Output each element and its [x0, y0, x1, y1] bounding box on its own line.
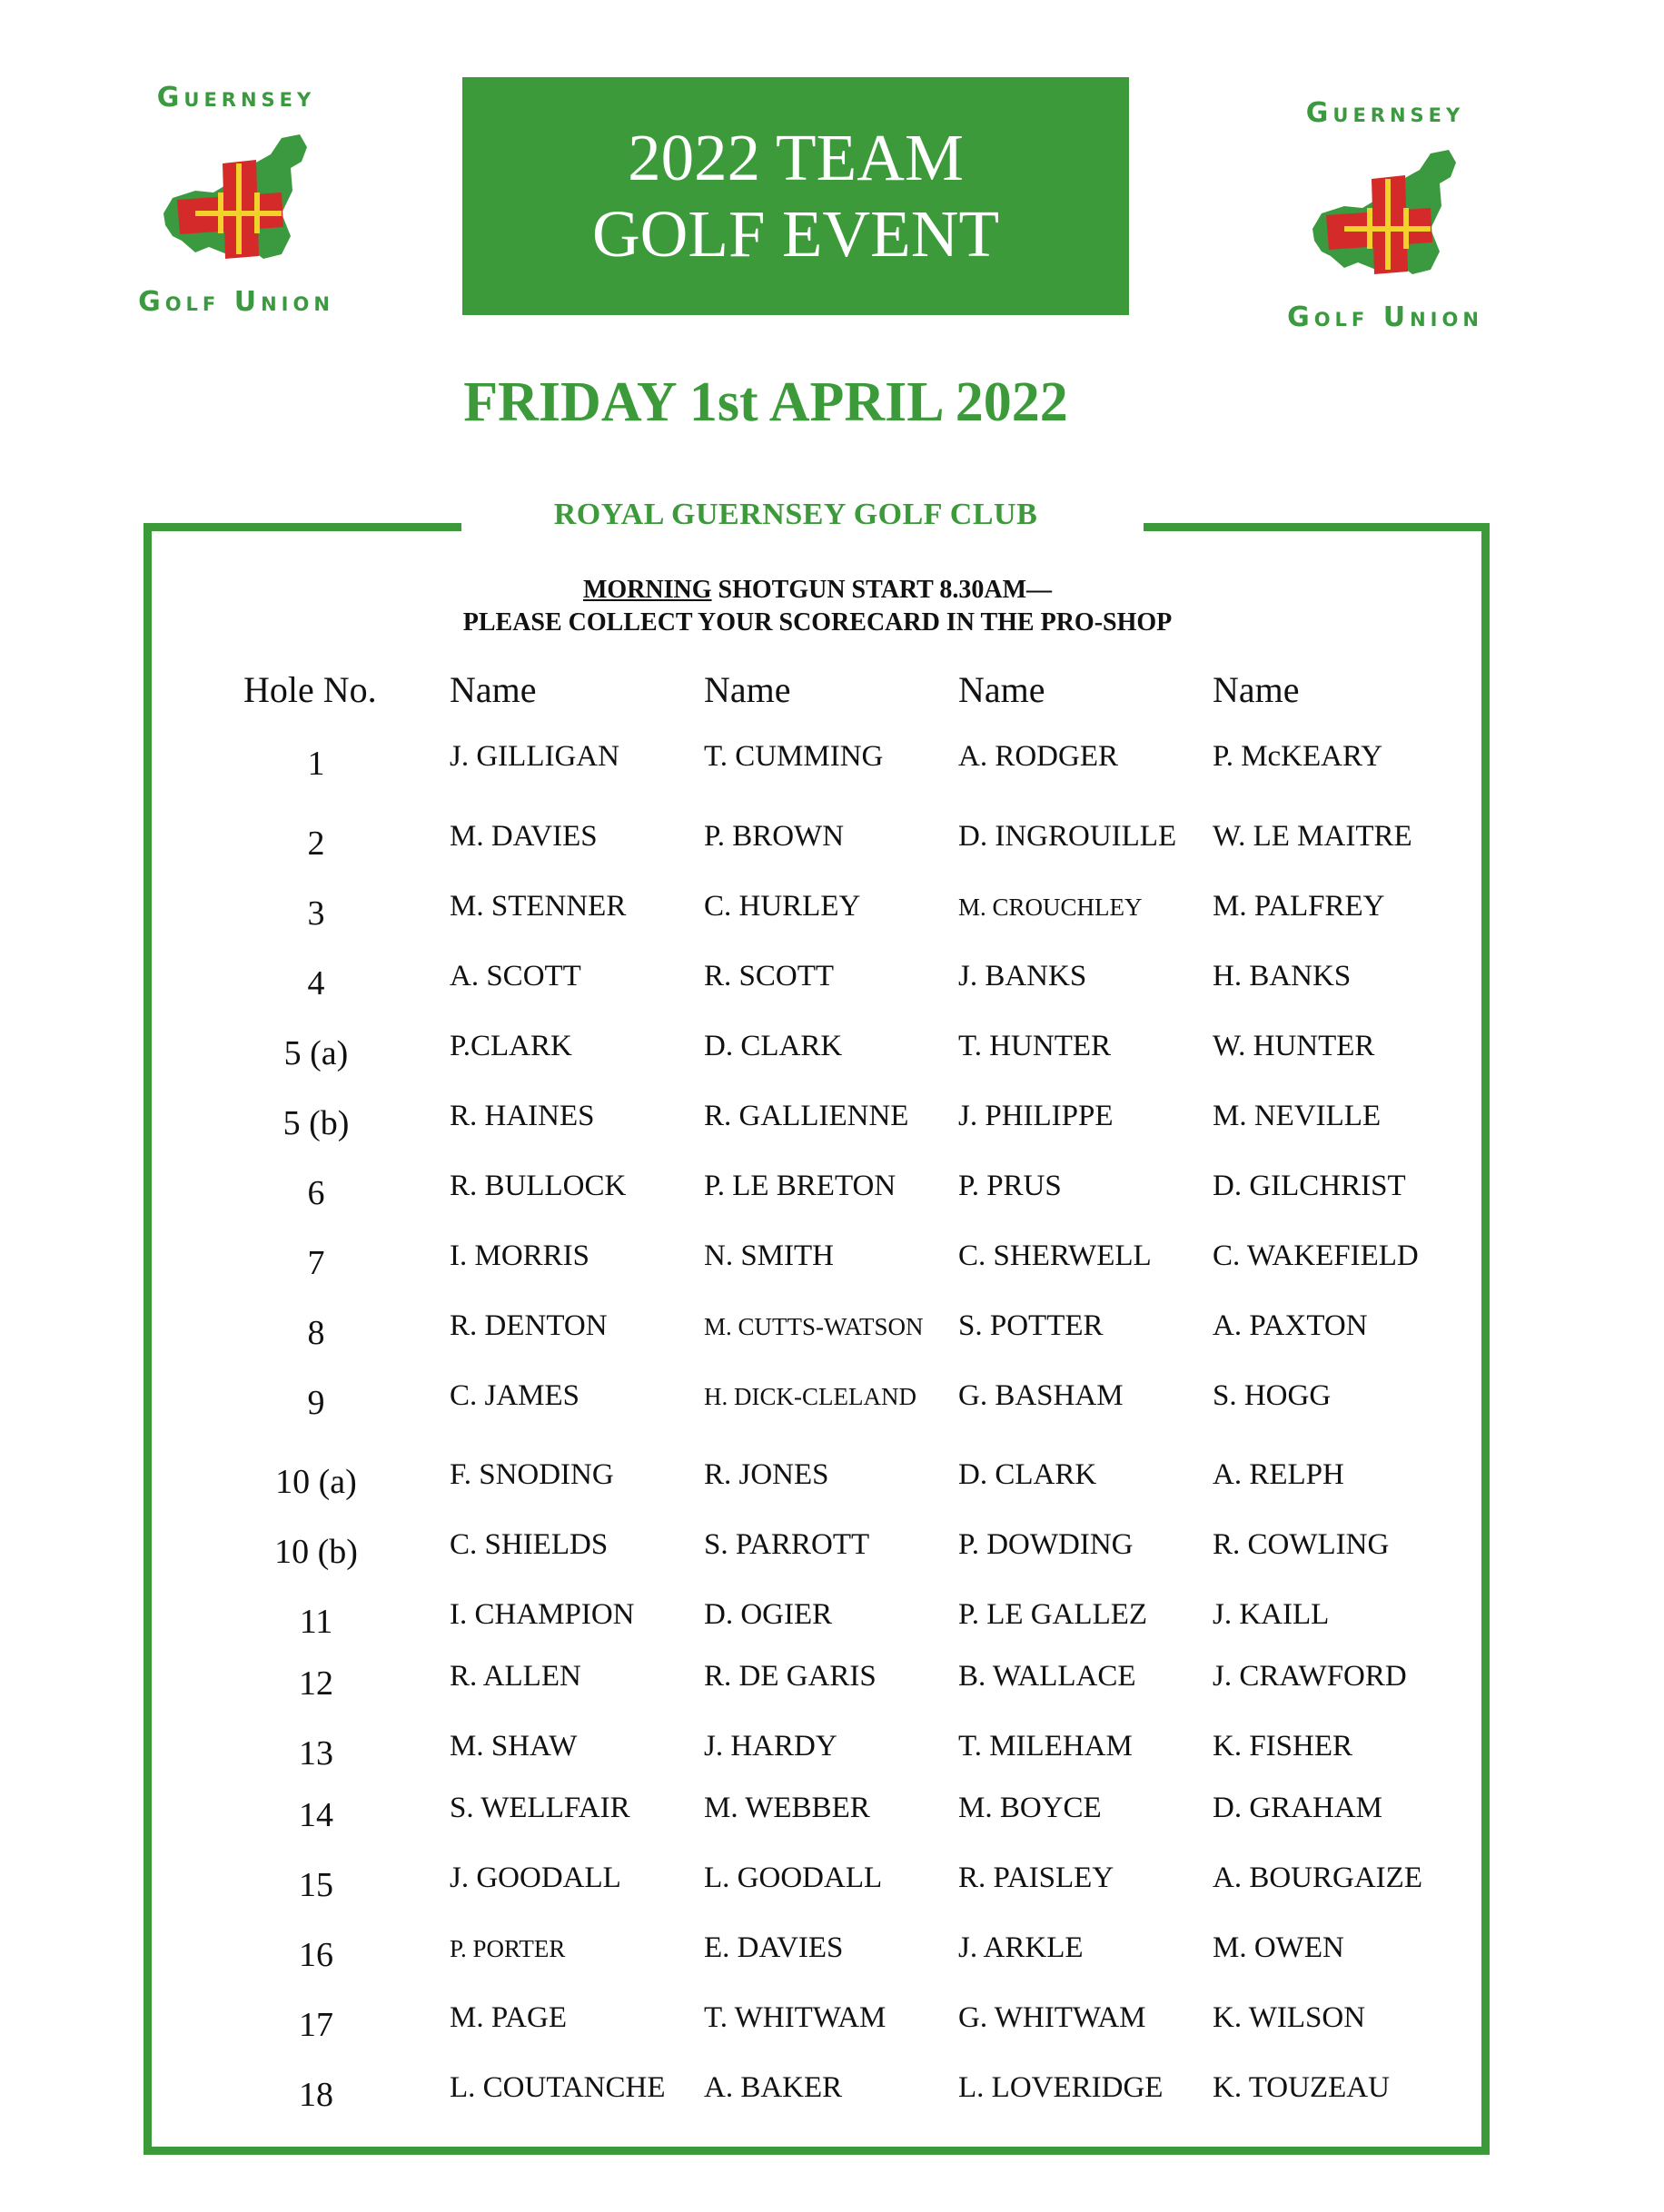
table-row	[0, 1170, 1664, 1215]
table-row	[0, 1458, 1664, 1504]
hole-number: 16	[299, 1936, 333, 1974]
hole-number: 5 (a)	[283, 1034, 349, 1072]
player-name: D. GRAHAM	[1213, 1792, 1383, 1824]
frame-top-left	[144, 523, 461, 531]
hole-number: 17	[299, 2006, 333, 2044]
player-name: S. PARROTT	[704, 1528, 870, 1561]
header-name-2: Name	[704, 669, 791, 710]
player-name: J. HARDY	[704, 1730, 837, 1763]
table-row	[0, 1792, 1664, 1837]
player-name: R. ALLEN	[450, 1660, 581, 1693]
player-name: H. BANKS	[1213, 960, 1352, 992]
table-row	[0, 740, 1664, 785]
player-name: A. BAKER	[704, 2071, 843, 2104]
player-name: C. HURLEY	[704, 890, 861, 923]
logo-top-text: Guernsey	[1305, 97, 1465, 129]
guernsey-island-flag-icon	[145, 127, 327, 272]
hole-number: 13	[299, 1734, 333, 1773]
player-name: W. LE MAITRE	[1213, 820, 1412, 853]
player-name: D. GILCHRIST	[1213, 1170, 1406, 1202]
title-line-2: GOLF EVENT	[591, 197, 1000, 271]
table-row	[0, 1528, 1664, 1574]
table-row	[0, 1730, 1664, 1775]
player-name: K. FISHER	[1213, 1730, 1353, 1763]
player-name: J. CRAWFORD	[1213, 1660, 1407, 1693]
player-name: C. SHERWELL	[958, 1239, 1152, 1272]
player-name: R. BULLOCK	[450, 1170, 627, 1202]
player-name: M. OWEN	[1213, 1931, 1344, 1964]
hole-number: 6	[307, 1174, 325, 1212]
table-row	[0, 1379, 1664, 1425]
table-row	[0, 1931, 1664, 1977]
player-name: J. KAILL	[1213, 1598, 1330, 1631]
player-name: W. HUNTER	[1213, 1030, 1375, 1062]
player-name: G. WHITWAM	[958, 2001, 1146, 2034]
player-name: C. SHIELDS	[450, 1528, 609, 1561]
guernsey-golf-union-logo-right	[1249, 97, 1521, 333]
table-row	[0, 820, 1664, 865]
player-name: S. HOGG	[1213, 1379, 1332, 1412]
hole-number: 1	[307, 745, 325, 783]
player-name: A. SCOTT	[450, 960, 581, 992]
hole-number: 18	[299, 2076, 333, 2114]
player-name: D. OGIER	[704, 1598, 833, 1631]
player-name: T. CUMMING	[704, 740, 884, 773]
player-name: R. GALLIENNE	[704, 1100, 909, 1132]
guernsey-golf-union-logo-left	[100, 82, 372, 318]
player-name: M. WEBBER	[704, 1792, 870, 1824]
player-name: L. GOODALL	[704, 1861, 883, 1894]
player-name: H. DICK-CLELAND	[704, 1383, 916, 1410]
hole-number: 4	[307, 964, 325, 1002]
player-name: D. CLARK	[704, 1030, 843, 1062]
player-name: R. SCOTT	[704, 960, 835, 992]
player-name: M. CUTTS-WATSON	[704, 1313, 924, 1340]
player-name: C. JAMES	[450, 1379, 580, 1412]
player-name: J. BANKS	[958, 960, 1087, 992]
hole-number: 15	[299, 1866, 333, 1904]
player-name: B. WALLACE	[958, 1660, 1136, 1693]
player-name: D. CLARK	[958, 1458, 1097, 1491]
player-name: I. MORRIS	[450, 1239, 590, 1272]
hole-number: 10 (a)	[275, 1463, 357, 1501]
player-name: C. WAKEFIELD	[1213, 1239, 1419, 1272]
hole-number: 14	[299, 1796, 333, 1834]
player-name: M. CROUCHLEY	[958, 894, 1143, 921]
hole-number: 5 (b)	[282, 1104, 350, 1142]
player-name: J. PHILIPPE	[958, 1100, 1114, 1132]
player-name: P. McKEARY	[1213, 740, 1383, 773]
header-name-1: Name	[450, 669, 537, 710]
player-name: M. STENNER	[450, 890, 627, 923]
header-hole-no: Hole No.	[243, 669, 377, 710]
table-row	[0, 1309, 1664, 1355]
player-name: I. CHAMPION	[450, 1598, 635, 1631]
hole-number: 3	[307, 894, 325, 933]
table-row	[0, 960, 1664, 1005]
club-name: ROYAL GUERNSEY GOLF CLUB	[553, 498, 1038, 531]
player-name: P.CLARK	[450, 1030, 572, 1062]
player-name: E. DAVIES	[704, 1931, 844, 1964]
hole-number: 11	[299, 1603, 333, 1641]
logo-bottom-text: Golf Union	[138, 286, 334, 318]
header-name-3: Name	[958, 669, 1045, 710]
player-name: M. PALFREY	[1213, 890, 1385, 923]
table-row	[0, 2071, 1664, 2117]
player-name: M. BOYCE	[958, 1792, 1102, 1824]
player-name: P. PORTER	[450, 1935, 566, 1962]
table-row	[0, 1100, 1664, 1145]
player-name: P. LE BRETON	[704, 1170, 896, 1202]
player-name: P. LE GALLEZ	[958, 1598, 1148, 1631]
player-name: A. PAXTON	[1213, 1309, 1368, 1342]
title-line-1: 2022 TEAM	[628, 121, 964, 194]
player-name: A. RELPH	[1213, 1458, 1344, 1491]
player-name: P. BROWN	[704, 820, 845, 853]
player-name: R. DE GARIS	[704, 1660, 877, 1693]
table-row	[0, 2001, 1664, 2047]
player-name: M. NEVILLE	[1213, 1100, 1382, 1132]
player-name: T. MILEHAM	[958, 1730, 1133, 1763]
player-name: R. DENTON	[450, 1309, 608, 1342]
event-title-banner	[462, 77, 1129, 315]
player-name: J. GOODALL	[450, 1861, 621, 1894]
player-name: G. BASHAM	[958, 1379, 1124, 1412]
player-name: P. PRUS	[958, 1170, 1062, 1202]
player-name: M. DAVIES	[450, 820, 598, 853]
logo-bottom-text: Golf Union	[1287, 301, 1483, 333]
table-row	[0, 1598, 1664, 1644]
logo-top-text: Guernsey	[156, 82, 316, 114]
player-name: M. SHAW	[450, 1730, 578, 1763]
hole-number: 2	[307, 825, 325, 863]
notice-line-1	[0, 574, 1635, 607]
player-name: A. BOURGAIZE	[1213, 1861, 1422, 1894]
player-name: T. WHITWAM	[704, 2001, 886, 2034]
event-date: FRIDAY 1st APRIL 2022	[463, 371, 1068, 433]
hole-number: 9	[307, 1384, 325, 1422]
table-row	[0, 1861, 1664, 1907]
player-name: S. WELLFAIR	[450, 1792, 630, 1824]
hole-number: 8	[307, 1314, 325, 1352]
player-name: D. INGROUILLE	[958, 820, 1177, 853]
frame-bottom	[144, 2147, 1490, 2155]
table-row	[0, 1239, 1664, 1285]
player-name: J. GILLIGAN	[450, 740, 619, 773]
player-name: F. SNODING	[450, 1458, 614, 1491]
frame-top-right	[1144, 523, 1490, 531]
table-row	[0, 890, 1664, 935]
player-name: A. RODGER	[958, 740, 1119, 773]
start-notice	[0, 574, 1635, 639]
notice-underlined-word: MORNING	[582, 576, 712, 604]
player-name: R. JONES	[704, 1458, 829, 1491]
player-name: S. POTTER	[958, 1309, 1104, 1342]
player-name: R. PAISLEY	[958, 1861, 1114, 1894]
player-name: L. LOVERIDGE	[958, 2071, 1164, 2104]
player-name: M. PAGE	[450, 2001, 567, 2034]
notice-line-2: PLEASE COLLECT YOUR SCORECARD IN THE PRO-SHOP	[462, 608, 1173, 637]
player-name: N. SMITH	[704, 1239, 835, 1272]
hole-number: 7	[307, 1244, 325, 1282]
hole-number: 12	[299, 1664, 333, 1703]
guernsey-island-flag-icon	[1294, 143, 1476, 288]
player-name: K. WILSON	[1213, 2001, 1366, 2034]
table-row	[0, 1030, 1664, 1075]
player-name: R. HAINES	[450, 1100, 595, 1132]
player-name: P. DOWDING	[958, 1528, 1134, 1561]
table-row	[0, 1660, 1664, 1705]
player-name: K. TOUZEAU	[1213, 2071, 1390, 2104]
hole-number: 10 (b)	[274, 1533, 358, 1571]
player-name: T. HUNTER	[958, 1030, 1112, 1062]
player-name: J. ARKLE	[958, 1931, 1084, 1964]
notice-line-1-rest: SHOTGUN START 8.30AM—	[711, 576, 1053, 604]
player-name: L. COUTANCHE	[450, 2071, 666, 2104]
header-name-4: Name	[1213, 669, 1300, 710]
player-name: R. COWLING	[1213, 1528, 1390, 1561]
